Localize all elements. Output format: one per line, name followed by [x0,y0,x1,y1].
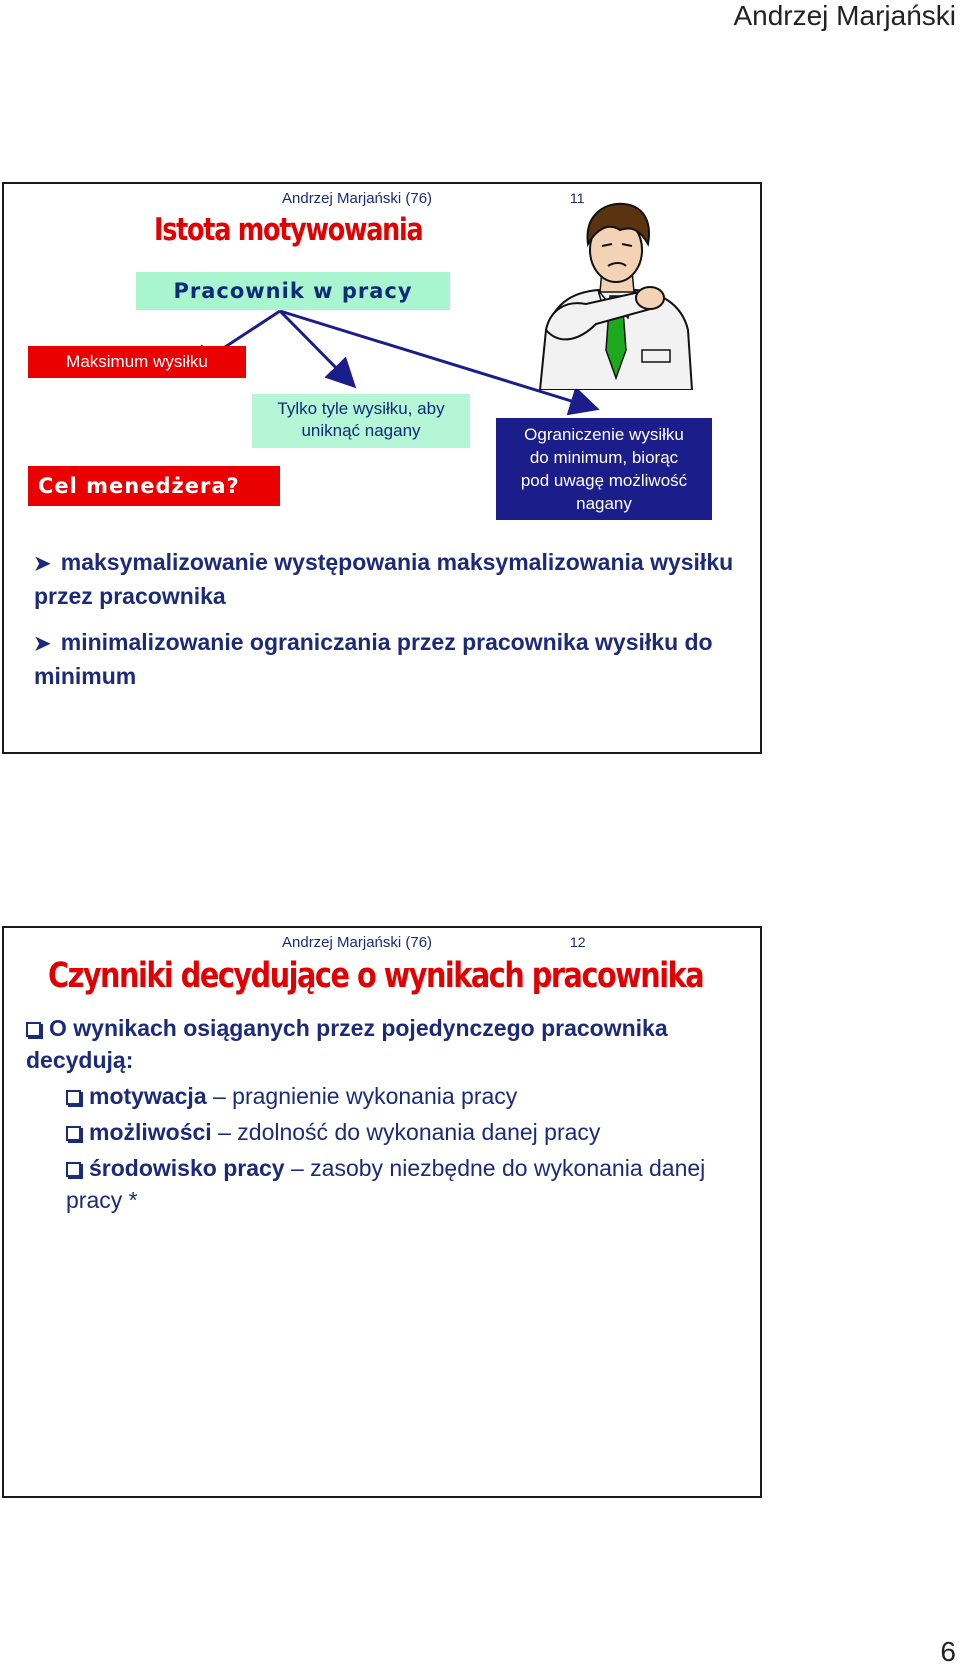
effort-limitation-box [496,418,712,520]
maximum-effort-box: Maksimum wysiłku [28,346,246,378]
page-number: 6 [940,1636,956,1667]
bullet-text: maksymalizowanie występowania maksymalizowania wysiłku przez pracownika [34,549,734,609]
page-header: Andrzej Marjański [733,0,956,31]
slide-12 [2,926,762,1498]
manager-goal-box: Cel menedżera? [28,466,280,506]
mid-box-line: Tylko tyle wysiłku, aby [277,399,445,418]
arrow-bullet-icon: ➤ [34,553,51,575]
factor-item [66,1152,736,1216]
bullet-text: minimalizowanie ograniczania przez pracownika wysiłku do minimum [34,629,713,689]
factor-description: – zdolność do wykonania danej pracy [211,1119,601,1145]
checkbox-bullet-icon [26,1022,41,1037]
worker-illustration [536,200,696,390]
intro-text: O wynikach osiąganych przez pojedynczego pracownika decydują: [26,1015,668,1073]
checkbox-bullet-icon [66,1162,81,1177]
slide-author: Andrzej Marjański (76) [282,934,433,951]
mid-box-line: uniknąć nagany [301,421,421,440]
factor-item [66,1080,756,1112]
right-box-line: do minimum, biorąc [529,448,679,467]
minimum-effort-box [252,394,470,448]
intro-item [26,1012,746,1076]
slide-title: Czynniki decydujące o wynikach pracownika [48,956,704,996]
slide-title: Istota motywowania [154,212,423,248]
slide-author: Andrzej Marjański (76) [282,190,433,207]
right-box-line: pod uwagę możliwość [520,471,688,490]
slide-number: 11 [570,190,585,206]
bullet-item [34,626,754,692]
checkbox-bullet-icon [66,1126,81,1141]
right-box-line: nagany [576,494,632,513]
factor-term: motywacja [89,1083,207,1109]
factor-description: – zasoby niezbędne do wykonania danej pracy * [66,1155,706,1213]
factor-description: – pragnienie wykonania pracy [206,1083,518,1109]
slide-number: 12 [570,934,586,950]
factor-term: środowisko pracy [89,1155,285,1181]
bullet-item [34,546,754,612]
right-box-line: Ograniczenie wysiłku [524,425,684,444]
factor-term: możliwości [89,1119,212,1145]
factor-item [66,1116,756,1148]
arrow-bullet-icon: ➤ [34,633,51,655]
worker-box: Pracownik w pracy [136,272,450,310]
checkbox-bullet-icon [66,1090,81,1105]
slide-11 [2,182,762,754]
